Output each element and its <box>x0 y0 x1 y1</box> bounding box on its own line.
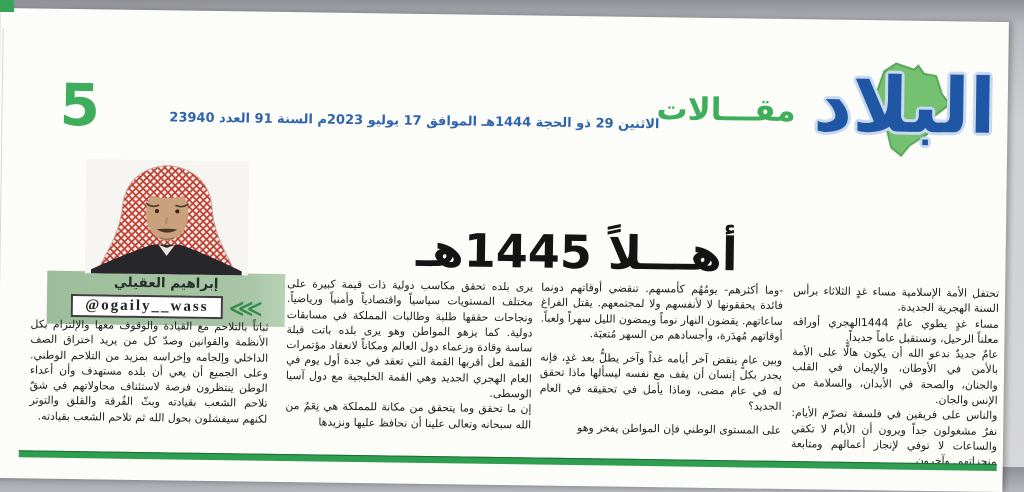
page-left-edge-line <box>0 28 4 472</box>
author-photo <box>83 159 251 275</box>
article-headline: أهـــلاً 1445هـ <box>415 222 739 282</box>
paragraph: عامٌ جديدٌ ندعو الله أن يكون هالًّا على الأمة بالأمن في الأوطان، والإيمان في القلب والجنان، والصحة في الأبدان، والسلامة من الإنس والجان. <box>791 345 999 408</box>
article-column-4 <box>29 316 268 426</box>
paragraph: على المستوى الوطني فإن المواطن يفخر وهو <box>577 421 782 438</box>
twitter-handle[interactable]: @ogaily__wass <box>71 294 223 319</box>
masthead <box>812 47 999 179</box>
author-block <box>47 159 287 327</box>
chevrons-icon: ⋘ <box>228 295 263 321</box>
paragraph: إن ما تحقق وما يتحقق من مكانة للمملكة هي نِعَمٌ من الله سبحانه وتعالى علينا أن نحافظ عليها ونزيدها <box>285 399 532 432</box>
page-number: 5 <box>59 70 101 140</box>
article-column-3 <box>285 276 533 432</box>
article-column-2 <box>539 280 783 439</box>
author-name: إبراهيم العقيلي <box>113 274 219 293</box>
masthead-title: البلاد <box>812 59 997 151</box>
paragraph: يرى بلده تحقق مكاسب دولية ذات قيمة كبيرة على مختلف المستويات سياسياً واقتصادياً وأمنياً ورياضياً. ونجاحات حققها طلبة وطالبات المملكة في مسابقات دولية. كما يزهو المواطن وهو يرى بلده باتت قبلة ساسة وقادة وزعماء دول العالم ومكاناً لانعقاد مؤتمرات القمة لعل أقربها القمة التي تعقد في جدة أول يوم في العام الهجري الجديد وهي القمة الخليجية مع دول آسيا الوسطى. <box>285 277 534 401</box>
article-column-1 <box>791 283 1000 469</box>
author-handle-row <box>53 294 279 320</box>
date-line: الاثنين 29 ذو الحجة 1444هـ الموافق 17 يوليو 2023م السنة 91 العدد 23940 <box>169 110 660 133</box>
newspaper-page <box>0 8 1009 492</box>
paragraph: تحتفل الأمة الإسلامية مساء غدٍ الثلاثاء برأس السنة الهجرية الجديدة. <box>793 284 1000 316</box>
paragraph: وبين عامٍ ينقض آخر أيامه غداً وآخر يطلُّ بعد غدٍ، فإنه يجدر بكل إنسان أن يقف مع نفسه ليسألها ماذا تحقق له في عام مضى، وماذا يأمل في تحقيقه في العام الجديد؟ <box>539 350 783 414</box>
paragraph: ثباتاً بالتلاحم مع القيادة والوقوف معها والإلتزام بكل الأنظمة والقوانين وصدّ كل من يريد اختراق الصف الداخلي وإلجامه وإخراسه بمزيد من التلاحم الوطني. وعلى الجميع أن يعي أن بلده مستهدف وأن أعداء الوطن ينتظرون فرصة لاستئناف محاولاتهم في شقّ تلاحم الشعب بقيادته وبثّ الفُرقة والقلق والتوتر لكنهم سيفشلون بحول الله ثم تلاحم الشعب بقيادته. <box>29 317 269 426</box>
paragraph: مساء غدٍ يطوي عامُ 1444الهجري أوراقه معلناً الرحيل، ونستقبل عاماً جديداً. <box>792 314 999 346</box>
paragraph: -وما أكثرهم- يومُهُم كأمسهم. تنقضي أوقاتهم دونما فائدة يحققونها لا لأنفسهم ولا لمجتمعهم. يقتل الفراغ ساعاتهم. يقضون النهار نوماً ويمضون الليل سهراً ولعباً. أوقاتهم مُهدَرة، وأجسادهم من السهر مُتعبَة. <box>540 280 784 343</box>
photo-corner-green-mark <box>0 0 14 12</box>
paragraph: والناس على فريقين في فلسفة تصرّم الأيام: نفرٌ مشغولون جداً ويرون أن الأيام لا تكفي والساعات لا توفي لإنجاز أعمالهم ومتابعة منجزاتهم. وآخرون <box>790 406 998 469</box>
section-label: مقـــالات <box>656 91 796 130</box>
